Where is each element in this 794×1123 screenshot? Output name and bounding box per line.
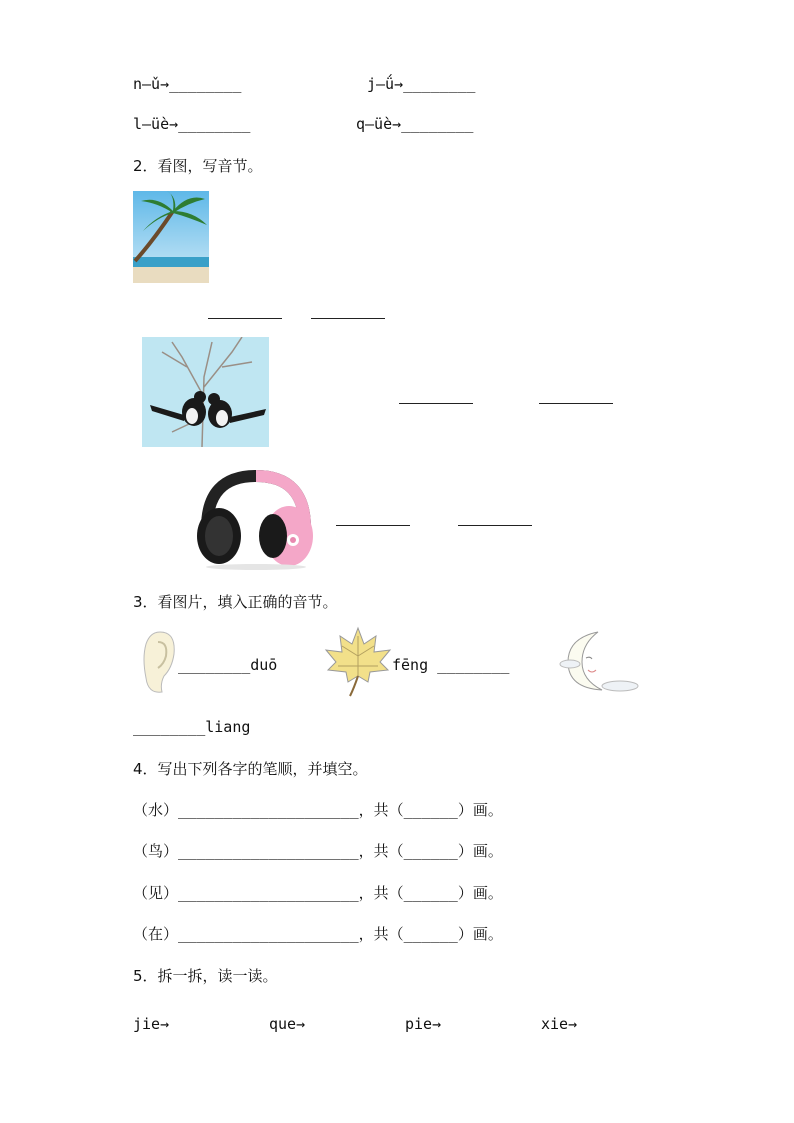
pinyin-item-1	[133, 74, 241, 94]
stroke-order-blank[interactable]: ____________________	[178, 842, 359, 860]
question-2-title: 2．看图，写音节。	[133, 157, 263, 175]
answer-blank[interactable]	[458, 525, 532, 526]
stroke-unit: ）画。	[457, 801, 503, 819]
palm-tree-picture	[133, 191, 209, 283]
stroke-order-blank[interactable]: ____________________	[178, 801, 359, 819]
pinyin-text: n—ǔ→	[133, 75, 170, 93]
q3-item-3	[133, 717, 250, 737]
pinyin-item-2	[367, 74, 475, 94]
answer-blank[interactable]: ________	[178, 656, 251, 674]
stroke-unit: ）画。	[457, 884, 503, 902]
stroke-count-blank[interactable]: ______	[403, 884, 458, 902]
pinyin-text: l—üè→	[133, 115, 179, 133]
stroke-count-blank[interactable]: ______	[403, 842, 458, 860]
question-4-title: 4．写出下列各字的笔顺，并填空。	[133, 760, 368, 778]
pinyin-text: duō	[250, 656, 278, 674]
question-5-title: 5．拆一拆，读一读。	[133, 967, 278, 985]
stroke-row-4	[133, 924, 503, 944]
pinyin-item-4	[356, 114, 473, 134]
stroke-row-2	[133, 841, 503, 861]
stroke-count-blank[interactable]: ______	[403, 925, 458, 943]
headphones-picture	[193, 468, 319, 570]
q3-item-2	[392, 655, 509, 675]
answer-blank[interactable]: ________	[133, 718, 206, 736]
magpies-picture	[142, 337, 269, 447]
character-label: （鸟）	[133, 842, 179, 860]
pinyin-text: j—ǘ→	[367, 75, 404, 93]
total-label: ，共（	[358, 842, 404, 860]
pinyin-text: fēng	[392, 656, 429, 674]
split-item-pie: pie→	[405, 1015, 442, 1033]
answer-blank[interactable]: ________	[401, 115, 474, 133]
stroke-unit: ）画。	[457, 842, 503, 860]
answer-blank[interactable]: ________	[169, 75, 242, 93]
answer-blank[interactable]	[539, 403, 613, 404]
answer-blank[interactable]: ________	[437, 656, 510, 674]
character-label: （在）	[133, 925, 179, 943]
total-label: ，共（	[358, 884, 404, 902]
maple-leaf-picture	[324, 626, 392, 698]
split-item-jie: jie→	[133, 1015, 170, 1033]
stroke-count-blank[interactable]: ______	[403, 801, 458, 819]
character-label: （见）	[133, 884, 179, 902]
total-label: ，共（	[358, 801, 404, 819]
answer-blank[interactable]	[399, 403, 473, 404]
answer-blank[interactable]	[336, 525, 410, 526]
pinyin-item-3	[133, 114, 250, 134]
question-3-title: 3．看图片，填入正确的音节。	[133, 593, 338, 611]
q3-item-1	[178, 655, 277, 675]
answer-blank[interactable]: ________	[178, 115, 251, 133]
crescent-moon-picture	[558, 628, 644, 694]
total-label: ，共（	[358, 925, 404, 943]
stroke-row-3	[133, 883, 503, 903]
stroke-order-blank[interactable]: ____________________	[178, 884, 359, 902]
split-item-que: que→	[269, 1015, 306, 1033]
stroke-row-1	[133, 800, 503, 820]
character-label: （水）	[133, 801, 179, 819]
pinyin-text: q—üè→	[356, 115, 402, 133]
stroke-order-blank[interactable]: ____________________	[178, 925, 359, 943]
split-item-xie: xie→	[541, 1015, 578, 1033]
answer-blank[interactable]	[208, 318, 282, 319]
answer-blank[interactable]: ________	[403, 75, 476, 93]
ear-picture	[140, 628, 178, 696]
pinyin-text: liang	[205, 718, 251, 736]
answer-blank[interactable]	[311, 318, 385, 319]
stroke-unit: ）画。	[457, 925, 503, 943]
